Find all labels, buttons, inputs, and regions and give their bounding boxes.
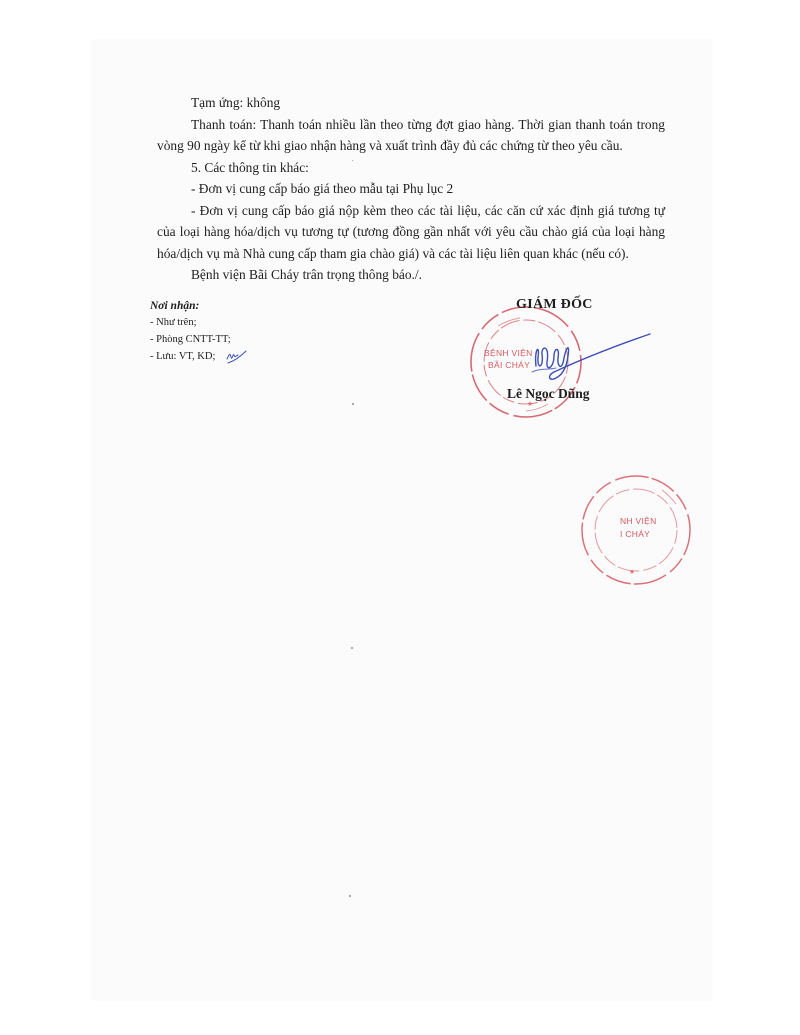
- stamp-text: BỆNH VIỆN: [484, 348, 533, 358]
- payment-terms-paragraph: Thanh toán: Thanh toán nhiều lần theo từng đợt giao hàng. Thời gian thanh toán trong vòng 90 ngày kể từ khi giao nhận hàng và xuất trình đầy đủ các chứng từ theo yêu cầu.: [157, 116, 665, 153]
- handwritten-signature: [520, 328, 655, 390]
- stamp-text: I CHÁY: [620, 529, 651, 539]
- scan-speck: [352, 403, 354, 405]
- scan-speck: [351, 647, 353, 649]
- svg-text:★: ★: [526, 401, 534, 408]
- attachments-paragraph: - Đơn vị cung cấp báo giá nộp kèm theo các tài liệu, các căn cứ xác định giá tương tự của loại hàng hóa/dịch vụ tương tự (tương đồng gần nhất với yêu cầu chào giá của loại hàng hóa/dịch vụ mà Nhà cung cấp tham gia chào giá) và các tài liệu liên quan khác (nếu có).: [157, 202, 665, 261]
- advance-payment-line: Tạm ứng: không: [191, 95, 281, 110]
- scan-speck: [352, 160, 353, 161]
- other-info-heading: 5. Các thông tin khác:: [191, 159, 309, 175]
- quote-template-line: - Đơn vị cung cấp báo giá theo mẫu tại Phụ lục 2: [191, 181, 454, 196]
- stamp-text: NH VIỆN: [620, 516, 657, 526]
- svg-text:★: ★: [628, 569, 636, 576]
- recipient-item: - Lưu: VT, KD;: [150, 351, 216, 362]
- hospital-seal-stamp: [576, 470, 696, 590]
- scan-speck: [349, 895, 351, 897]
- recipient-item: - Như trên;: [150, 317, 197, 328]
- signatory-name: Lê Ngọc Dũng: [507, 386, 590, 401]
- handwritten-initial: [224, 343, 248, 369]
- recipient-item: - Phòng CNTT-TT;: [150, 334, 231, 345]
- recipients-heading: Nơi nhận:: [150, 300, 200, 312]
- signatory-title: GIÁM ĐỐC: [516, 297, 593, 312]
- stamp-text: BÃI CHÁY: [488, 360, 531, 370]
- closing-line: Bệnh viện Bãi Cháy trân trọng thông báo./.: [191, 267, 422, 282]
- document-body: [157, 92, 665, 286]
- recipients-block: [150, 298, 390, 365]
